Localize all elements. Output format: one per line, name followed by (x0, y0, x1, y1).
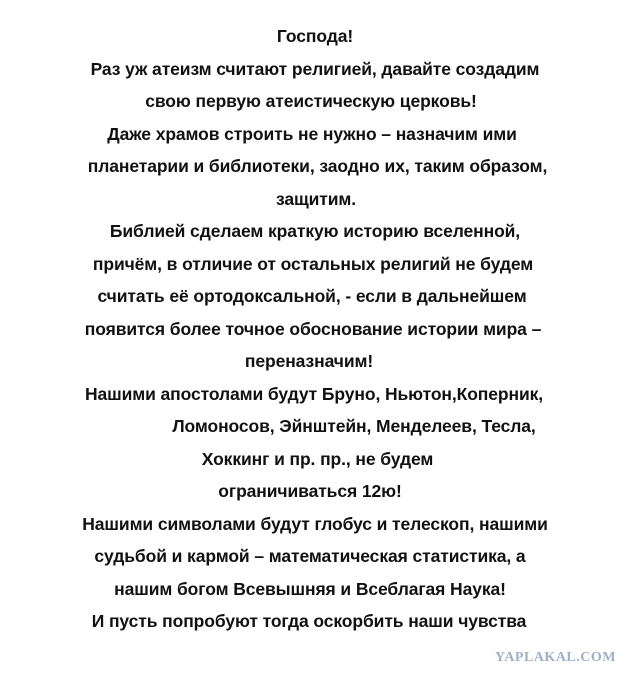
text-line: защитим. (275, 188, 357, 209)
document-text (0, 20, 640, 638)
text-line: появится более точное обоснование истории мира – (84, 318, 542, 339)
watermark: YAPLAKAL.COM (495, 650, 616, 665)
text-line: Господа! (276, 26, 354, 46)
text-line: нашим богом Всевышняя и Всеблагая Наука! (114, 578, 506, 599)
text-line: считать её ортодоксальной, - если в дальнейшем (97, 286, 527, 306)
text-line: причём, в отличие от остальных религий не будем (92, 253, 534, 274)
text-line: Даже храмов строить не нужно – назначим ими (107, 123, 517, 144)
text-line: Библией сделаем краткую историю вселенной, (109, 221, 521, 241)
text-line: судьбой и кармой – математическая статистика, а (94, 546, 526, 566)
text-line: Ломоносов, Эйнштейн, Менделеев, Тесла, (172, 416, 536, 436)
text-line: ограничиваться 12ю! (218, 481, 402, 501)
text-line: переназначим! (244, 351, 374, 371)
text-line: Нашими апостолами будут Бруно, Ньютон,Коперник, (84, 383, 544, 404)
text-line: Хоккинг и пр. пр., не будем (201, 448, 434, 469)
text-line: планетарии и библиотеки, заодно их, таким образом, (87, 156, 548, 176)
text-line: И пусть попробуют тогда оскорбить наши чувства (91, 611, 527, 631)
text-line: свою первую атеистическую церковь! (145, 91, 477, 111)
text-line: Нашими символами будут глобус и телескоп, нашими (82, 513, 548, 534)
text-line: Раз уж атеизм считают религией, давайте создадим (90, 58, 540, 79)
